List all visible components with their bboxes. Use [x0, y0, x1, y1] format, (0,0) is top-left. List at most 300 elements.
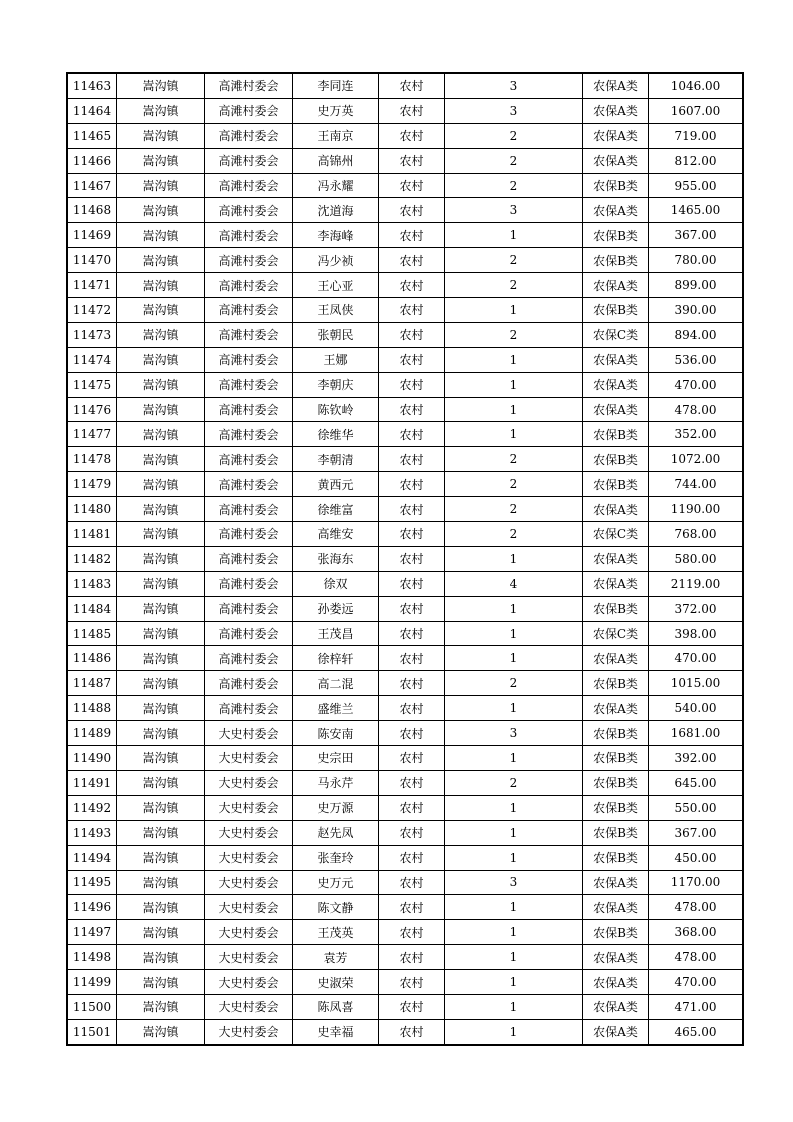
member-count-cell: 1 [445, 546, 583, 571]
village-committee-cell: 大史村委会 [205, 920, 293, 945]
village-committee-cell: 大史村委会 [205, 945, 293, 970]
category-cell: 农保A类 [583, 198, 649, 223]
category-cell: 农保A类 [583, 123, 649, 148]
amount-cell: 2119.00 [649, 571, 744, 596]
member-count-cell: 2 [445, 273, 583, 298]
amount-cell: 1072.00 [649, 447, 744, 472]
record-number: 11470 [67, 248, 117, 273]
town-cell: 嵩沟镇 [117, 746, 205, 771]
record-number: 11493 [67, 820, 117, 845]
name-cell: 史淑荣 [293, 970, 379, 995]
category-cell: 农保A类 [583, 945, 649, 970]
town-cell: 嵩沟镇 [117, 73, 205, 98]
record-number: 11488 [67, 696, 117, 721]
name-cell: 沈道海 [293, 198, 379, 223]
household-type-cell: 农村 [379, 372, 445, 397]
category-cell: 农保A类 [583, 397, 649, 422]
household-type-cell: 农村 [379, 770, 445, 795]
category-cell: 农保A类 [583, 870, 649, 895]
household-type-cell: 农村 [379, 721, 445, 746]
town-cell: 嵩沟镇 [117, 945, 205, 970]
amount-cell: 1015.00 [649, 671, 744, 696]
category-cell: 农保A类 [583, 994, 649, 1019]
member-count-cell: 1 [445, 920, 583, 945]
town-cell: 嵩沟镇 [117, 970, 205, 995]
household-type-cell: 农村 [379, 248, 445, 273]
town-cell: 嵩沟镇 [117, 248, 205, 273]
name-cell: 李朝庆 [293, 372, 379, 397]
village-committee-cell: 高滩村委会 [205, 621, 293, 646]
record-number: 11489 [67, 721, 117, 746]
household-type-cell: 农村 [379, 671, 445, 696]
town-cell: 嵩沟镇 [117, 397, 205, 422]
record-number: 11500 [67, 994, 117, 1019]
table-row [67, 522, 743, 547]
household-type-cell: 农村 [379, 322, 445, 347]
household-type-cell: 农村 [379, 795, 445, 820]
village-committee-cell: 高滩村委会 [205, 472, 293, 497]
name-cell: 王南京 [293, 123, 379, 148]
table-row [67, 646, 743, 671]
amount-cell: 1465.00 [649, 198, 744, 223]
record-number: 11490 [67, 746, 117, 771]
village-committee-cell: 大史村委会 [205, 770, 293, 795]
town-cell: 嵩沟镇 [117, 646, 205, 671]
category-cell: 农保B类 [583, 472, 649, 497]
village-committee-cell: 高滩村委会 [205, 73, 293, 98]
household-type-cell: 农村 [379, 945, 445, 970]
category-cell: 农保A类 [583, 347, 649, 372]
village-committee-cell: 高滩村委会 [205, 596, 293, 621]
table-row [67, 571, 743, 596]
village-committee-cell: 高滩村委会 [205, 546, 293, 571]
town-cell: 嵩沟镇 [117, 870, 205, 895]
member-count-cell: 1 [445, 596, 583, 621]
name-cell: 徐梓轩 [293, 646, 379, 671]
record-number: 11475 [67, 372, 117, 397]
member-count-cell: 1 [445, 397, 583, 422]
amount-cell: 744.00 [649, 472, 744, 497]
member-count-cell: 1 [445, 372, 583, 397]
category-cell: 农保B类 [583, 746, 649, 771]
town-cell: 嵩沟镇 [117, 422, 205, 447]
household-type-cell: 农村 [379, 223, 445, 248]
member-count-cell: 2 [445, 472, 583, 497]
category-cell: 农保B类 [583, 671, 649, 696]
village-committee-cell: 高滩村委会 [205, 223, 293, 248]
category-cell: 农保A类 [583, 273, 649, 298]
member-count-cell: 1 [445, 1019, 583, 1044]
household-type-cell: 农村 [379, 447, 445, 472]
member-count-cell: 1 [445, 646, 583, 671]
household-type-cell: 农村 [379, 994, 445, 1019]
household-type-cell: 农村 [379, 347, 445, 372]
category-cell: 农保B类 [583, 298, 649, 323]
record-number: 11473 [67, 322, 117, 347]
member-count-cell: 2 [445, 447, 583, 472]
table-row [67, 248, 743, 273]
town-cell: 嵩沟镇 [117, 497, 205, 522]
name-cell: 王茂英 [293, 920, 379, 945]
member-count-cell: 2 [445, 322, 583, 347]
village-committee-cell: 高滩村委会 [205, 422, 293, 447]
table-row [67, 322, 743, 347]
name-cell: 王凤侠 [293, 298, 379, 323]
table-row [67, 198, 743, 223]
category-cell: 农保B类 [583, 770, 649, 795]
member-count-cell: 2 [445, 497, 583, 522]
village-committee-cell: 大史村委会 [205, 845, 293, 870]
village-committee-cell: 高滩村委会 [205, 173, 293, 198]
table-row [67, 148, 743, 173]
village-committee-cell: 高滩村委会 [205, 298, 293, 323]
town-cell: 嵩沟镇 [117, 98, 205, 123]
record-number: 11465 [67, 123, 117, 148]
name-cell: 徐维富 [293, 497, 379, 522]
town-cell: 嵩沟镇 [117, 273, 205, 298]
record-number: 11482 [67, 546, 117, 571]
town-cell: 嵩沟镇 [117, 173, 205, 198]
town-cell: 嵩沟镇 [117, 372, 205, 397]
name-cell: 史幸福 [293, 1019, 379, 1044]
table-row [67, 920, 743, 945]
record-number: 11466 [67, 148, 117, 173]
household-type-cell: 农村 [379, 895, 445, 920]
table-row [67, 596, 743, 621]
amount-cell: 1607.00 [649, 98, 744, 123]
name-cell: 陈安南 [293, 721, 379, 746]
category-cell: 农保B类 [583, 721, 649, 746]
village-committee-cell: 大史村委会 [205, 994, 293, 1019]
household-type-cell: 农村 [379, 273, 445, 298]
amount-cell: 470.00 [649, 646, 744, 671]
town-cell: 嵩沟镇 [117, 198, 205, 223]
town-cell: 嵩沟镇 [117, 522, 205, 547]
table-row [67, 422, 743, 447]
village-committee-cell: 大史村委会 [205, 970, 293, 995]
name-cell: 李朝清 [293, 447, 379, 472]
amount-cell: 478.00 [649, 895, 744, 920]
amount-cell: 352.00 [649, 422, 744, 447]
category-cell: 农保A类 [583, 372, 649, 397]
amount-cell: 390.00 [649, 298, 744, 323]
name-cell: 张海东 [293, 546, 379, 571]
record-number: 11484 [67, 596, 117, 621]
table-row [67, 223, 743, 248]
village-committee-cell: 大史村委会 [205, 795, 293, 820]
name-cell: 陈钦岭 [293, 397, 379, 422]
category-cell: 农保B类 [583, 596, 649, 621]
record-number: 11494 [67, 845, 117, 870]
village-committee-cell: 高滩村委会 [205, 571, 293, 596]
record-number: 11474 [67, 347, 117, 372]
category-cell: 农保A类 [583, 970, 649, 995]
name-cell: 黄西元 [293, 472, 379, 497]
village-committee-cell: 大史村委会 [205, 721, 293, 746]
member-count-cell: 1 [445, 621, 583, 646]
name-cell: 李同连 [293, 73, 379, 98]
household-type-cell: 农村 [379, 497, 445, 522]
name-cell: 冯永耀 [293, 173, 379, 198]
household-type-cell: 农村 [379, 870, 445, 895]
amount-cell: 392.00 [649, 746, 744, 771]
member-count-cell: 1 [445, 746, 583, 771]
record-number: 11463 [67, 73, 117, 98]
record-number: 11487 [67, 671, 117, 696]
table-row [67, 970, 743, 995]
village-committee-cell: 高滩村委会 [205, 347, 293, 372]
household-type-cell: 农村 [379, 546, 445, 571]
member-count-cell: 2 [445, 522, 583, 547]
town-cell: 嵩沟镇 [117, 223, 205, 248]
name-cell: 王茂昌 [293, 621, 379, 646]
table-row [67, 845, 743, 870]
record-number: 11497 [67, 920, 117, 945]
name-cell: 盛维兰 [293, 696, 379, 721]
member-count-cell: 2 [445, 770, 583, 795]
member-count-cell: 4 [445, 571, 583, 596]
amount-cell: 465.00 [649, 1019, 744, 1044]
member-count-cell: 1 [445, 298, 583, 323]
name-cell: 袁芳 [293, 945, 379, 970]
town-cell: 嵩沟镇 [117, 447, 205, 472]
town-cell: 嵩沟镇 [117, 571, 205, 596]
category-cell: 农保A类 [583, 646, 649, 671]
name-cell: 史万源 [293, 795, 379, 820]
town-cell: 嵩沟镇 [117, 895, 205, 920]
member-count-cell: 3 [445, 73, 583, 98]
town-cell: 嵩沟镇 [117, 820, 205, 845]
member-count-cell: 1 [445, 223, 583, 248]
household-type-cell: 农村 [379, 472, 445, 497]
name-cell: 张朝民 [293, 322, 379, 347]
household-type-cell: 农村 [379, 596, 445, 621]
table-row [67, 820, 743, 845]
name-cell: 高维安 [293, 522, 379, 547]
town-cell: 嵩沟镇 [117, 845, 205, 870]
table-row [67, 347, 743, 372]
category-cell: 农保B类 [583, 795, 649, 820]
town-cell: 嵩沟镇 [117, 770, 205, 795]
amount-cell: 580.00 [649, 546, 744, 571]
table-row [67, 721, 743, 746]
village-committee-cell: 高滩村委会 [205, 198, 293, 223]
household-type-cell: 农村 [379, 571, 445, 596]
record-number: 11501 [67, 1019, 117, 1044]
village-committee-cell: 大史村委会 [205, 870, 293, 895]
town-cell: 嵩沟镇 [117, 148, 205, 173]
record-number: 11485 [67, 621, 117, 646]
member-count-cell: 2 [445, 148, 583, 173]
category-cell: 农保B类 [583, 845, 649, 870]
town-cell: 嵩沟镇 [117, 546, 205, 571]
category-cell: 农保A类 [583, 571, 649, 596]
town-cell: 嵩沟镇 [117, 1019, 205, 1044]
town-cell: 嵩沟镇 [117, 671, 205, 696]
household-type-cell: 农村 [379, 646, 445, 671]
table-row [67, 472, 743, 497]
name-cell: 史宗田 [293, 746, 379, 771]
village-committee-cell: 高滩村委会 [205, 447, 293, 472]
name-cell: 徐维华 [293, 422, 379, 447]
household-type-cell: 农村 [379, 123, 445, 148]
name-cell: 徐双 [293, 571, 379, 596]
record-number: 11477 [67, 422, 117, 447]
amount-cell: 645.00 [649, 770, 744, 795]
amount-cell: 372.00 [649, 596, 744, 621]
name-cell: 陈文静 [293, 895, 379, 920]
table-row [67, 173, 743, 198]
household-type-cell: 农村 [379, 198, 445, 223]
village-committee-cell: 大史村委会 [205, 895, 293, 920]
amount-cell: 398.00 [649, 621, 744, 646]
category-cell: 农保A类 [583, 895, 649, 920]
household-type-cell: 农村 [379, 73, 445, 98]
town-cell: 嵩沟镇 [117, 347, 205, 372]
member-count-cell: 1 [445, 970, 583, 995]
household-type-cell: 农村 [379, 173, 445, 198]
record-number: 11468 [67, 198, 117, 223]
town-cell: 嵩沟镇 [117, 298, 205, 323]
member-count-cell: 3 [445, 870, 583, 895]
amount-cell: 470.00 [649, 372, 744, 397]
village-committee-cell: 大史村委会 [205, 1019, 293, 1044]
town-cell: 嵩沟镇 [117, 994, 205, 1019]
town-cell: 嵩沟镇 [117, 795, 205, 820]
town-cell: 嵩沟镇 [117, 472, 205, 497]
household-type-cell: 农村 [379, 746, 445, 771]
member-count-cell: 1 [445, 696, 583, 721]
table-row [67, 372, 743, 397]
category-cell: 农保B类 [583, 820, 649, 845]
name-cell: 高锦州 [293, 148, 379, 173]
member-count-cell: 3 [445, 198, 583, 223]
amount-cell: 478.00 [649, 945, 744, 970]
record-number: 11478 [67, 447, 117, 472]
village-committee-cell: 高滩村委会 [205, 696, 293, 721]
category-cell: 农保A类 [583, 98, 649, 123]
category-cell: 农保A类 [583, 148, 649, 173]
category-cell: 农保B类 [583, 223, 649, 248]
village-committee-cell: 高滩村委会 [205, 98, 293, 123]
member-count-cell: 2 [445, 248, 583, 273]
amount-cell: 367.00 [649, 223, 744, 248]
category-cell: 农保B类 [583, 447, 649, 472]
benefit-roster-table [66, 72, 744, 1046]
table-row [67, 397, 743, 422]
name-cell: 高二混 [293, 671, 379, 696]
member-count-cell: 1 [445, 845, 583, 870]
amount-cell: 536.00 [649, 347, 744, 372]
name-cell: 史万英 [293, 98, 379, 123]
member-count-cell: 2 [445, 671, 583, 696]
amount-cell: 368.00 [649, 920, 744, 945]
household-type-cell: 农村 [379, 820, 445, 845]
record-number: 11469 [67, 223, 117, 248]
record-number: 11495 [67, 870, 117, 895]
table-row [67, 945, 743, 970]
record-number: 11486 [67, 646, 117, 671]
village-committee-cell: 大史村委会 [205, 746, 293, 771]
table-row [67, 298, 743, 323]
town-cell: 嵩沟镇 [117, 123, 205, 148]
amount-cell: 899.00 [649, 273, 744, 298]
amount-cell: 478.00 [649, 397, 744, 422]
amount-cell: 550.00 [649, 795, 744, 820]
name-cell: 李海峰 [293, 223, 379, 248]
household-type-cell: 农村 [379, 98, 445, 123]
record-number: 11496 [67, 895, 117, 920]
village-committee-cell: 高滩村委会 [205, 273, 293, 298]
town-cell: 嵩沟镇 [117, 920, 205, 945]
amount-cell: 470.00 [649, 970, 744, 995]
household-type-cell: 农村 [379, 397, 445, 422]
member-count-cell: 1 [445, 820, 583, 845]
table-body [67, 73, 743, 1045]
name-cell: 张奎玲 [293, 845, 379, 870]
name-cell: 陈凤喜 [293, 994, 379, 1019]
category-cell: 农保C类 [583, 621, 649, 646]
record-number: 11499 [67, 970, 117, 995]
table-row [67, 73, 743, 98]
record-number: 11483 [67, 571, 117, 596]
member-count-cell: 3 [445, 98, 583, 123]
village-committee-cell: 高滩村委会 [205, 148, 293, 173]
amount-cell: 450.00 [649, 845, 744, 870]
table-row [67, 746, 743, 771]
amount-cell: 812.00 [649, 148, 744, 173]
household-type-cell: 农村 [379, 970, 445, 995]
member-count-cell: 1 [445, 994, 583, 1019]
household-type-cell: 农村 [379, 522, 445, 547]
name-cell: 王娜 [293, 347, 379, 372]
member-count-cell: 1 [445, 347, 583, 372]
town-cell: 嵩沟镇 [117, 596, 205, 621]
record-number: 11476 [67, 397, 117, 422]
amount-cell: 1170.00 [649, 870, 744, 895]
table-row [67, 994, 743, 1019]
village-committee-cell: 高滩村委会 [205, 123, 293, 148]
town-cell: 嵩沟镇 [117, 721, 205, 746]
table-row [67, 671, 743, 696]
amount-cell: 768.00 [649, 522, 744, 547]
amount-cell: 894.00 [649, 322, 744, 347]
amount-cell: 1046.00 [649, 73, 744, 98]
village-committee-cell: 高滩村委会 [205, 522, 293, 547]
amount-cell: 367.00 [649, 820, 744, 845]
household-type-cell: 农村 [379, 920, 445, 945]
category-cell: 农保A类 [583, 73, 649, 98]
table-row [67, 621, 743, 646]
table-row [67, 123, 743, 148]
record-number: 11481 [67, 522, 117, 547]
amount-cell: 540.00 [649, 696, 744, 721]
category-cell: 农保C类 [583, 522, 649, 547]
table-row [67, 546, 743, 571]
town-cell: 嵩沟镇 [117, 322, 205, 347]
table-row [67, 795, 743, 820]
household-type-cell: 农村 [379, 1019, 445, 1044]
village-committee-cell: 大史村委会 [205, 820, 293, 845]
category-cell: 农保C类 [583, 322, 649, 347]
table-row [67, 447, 743, 472]
record-number: 11464 [67, 98, 117, 123]
category-cell: 农保A类 [583, 1019, 649, 1044]
record-number: 11480 [67, 497, 117, 522]
table-row [67, 98, 743, 123]
town-cell: 嵩沟镇 [117, 621, 205, 646]
category-cell: 农保B类 [583, 920, 649, 945]
